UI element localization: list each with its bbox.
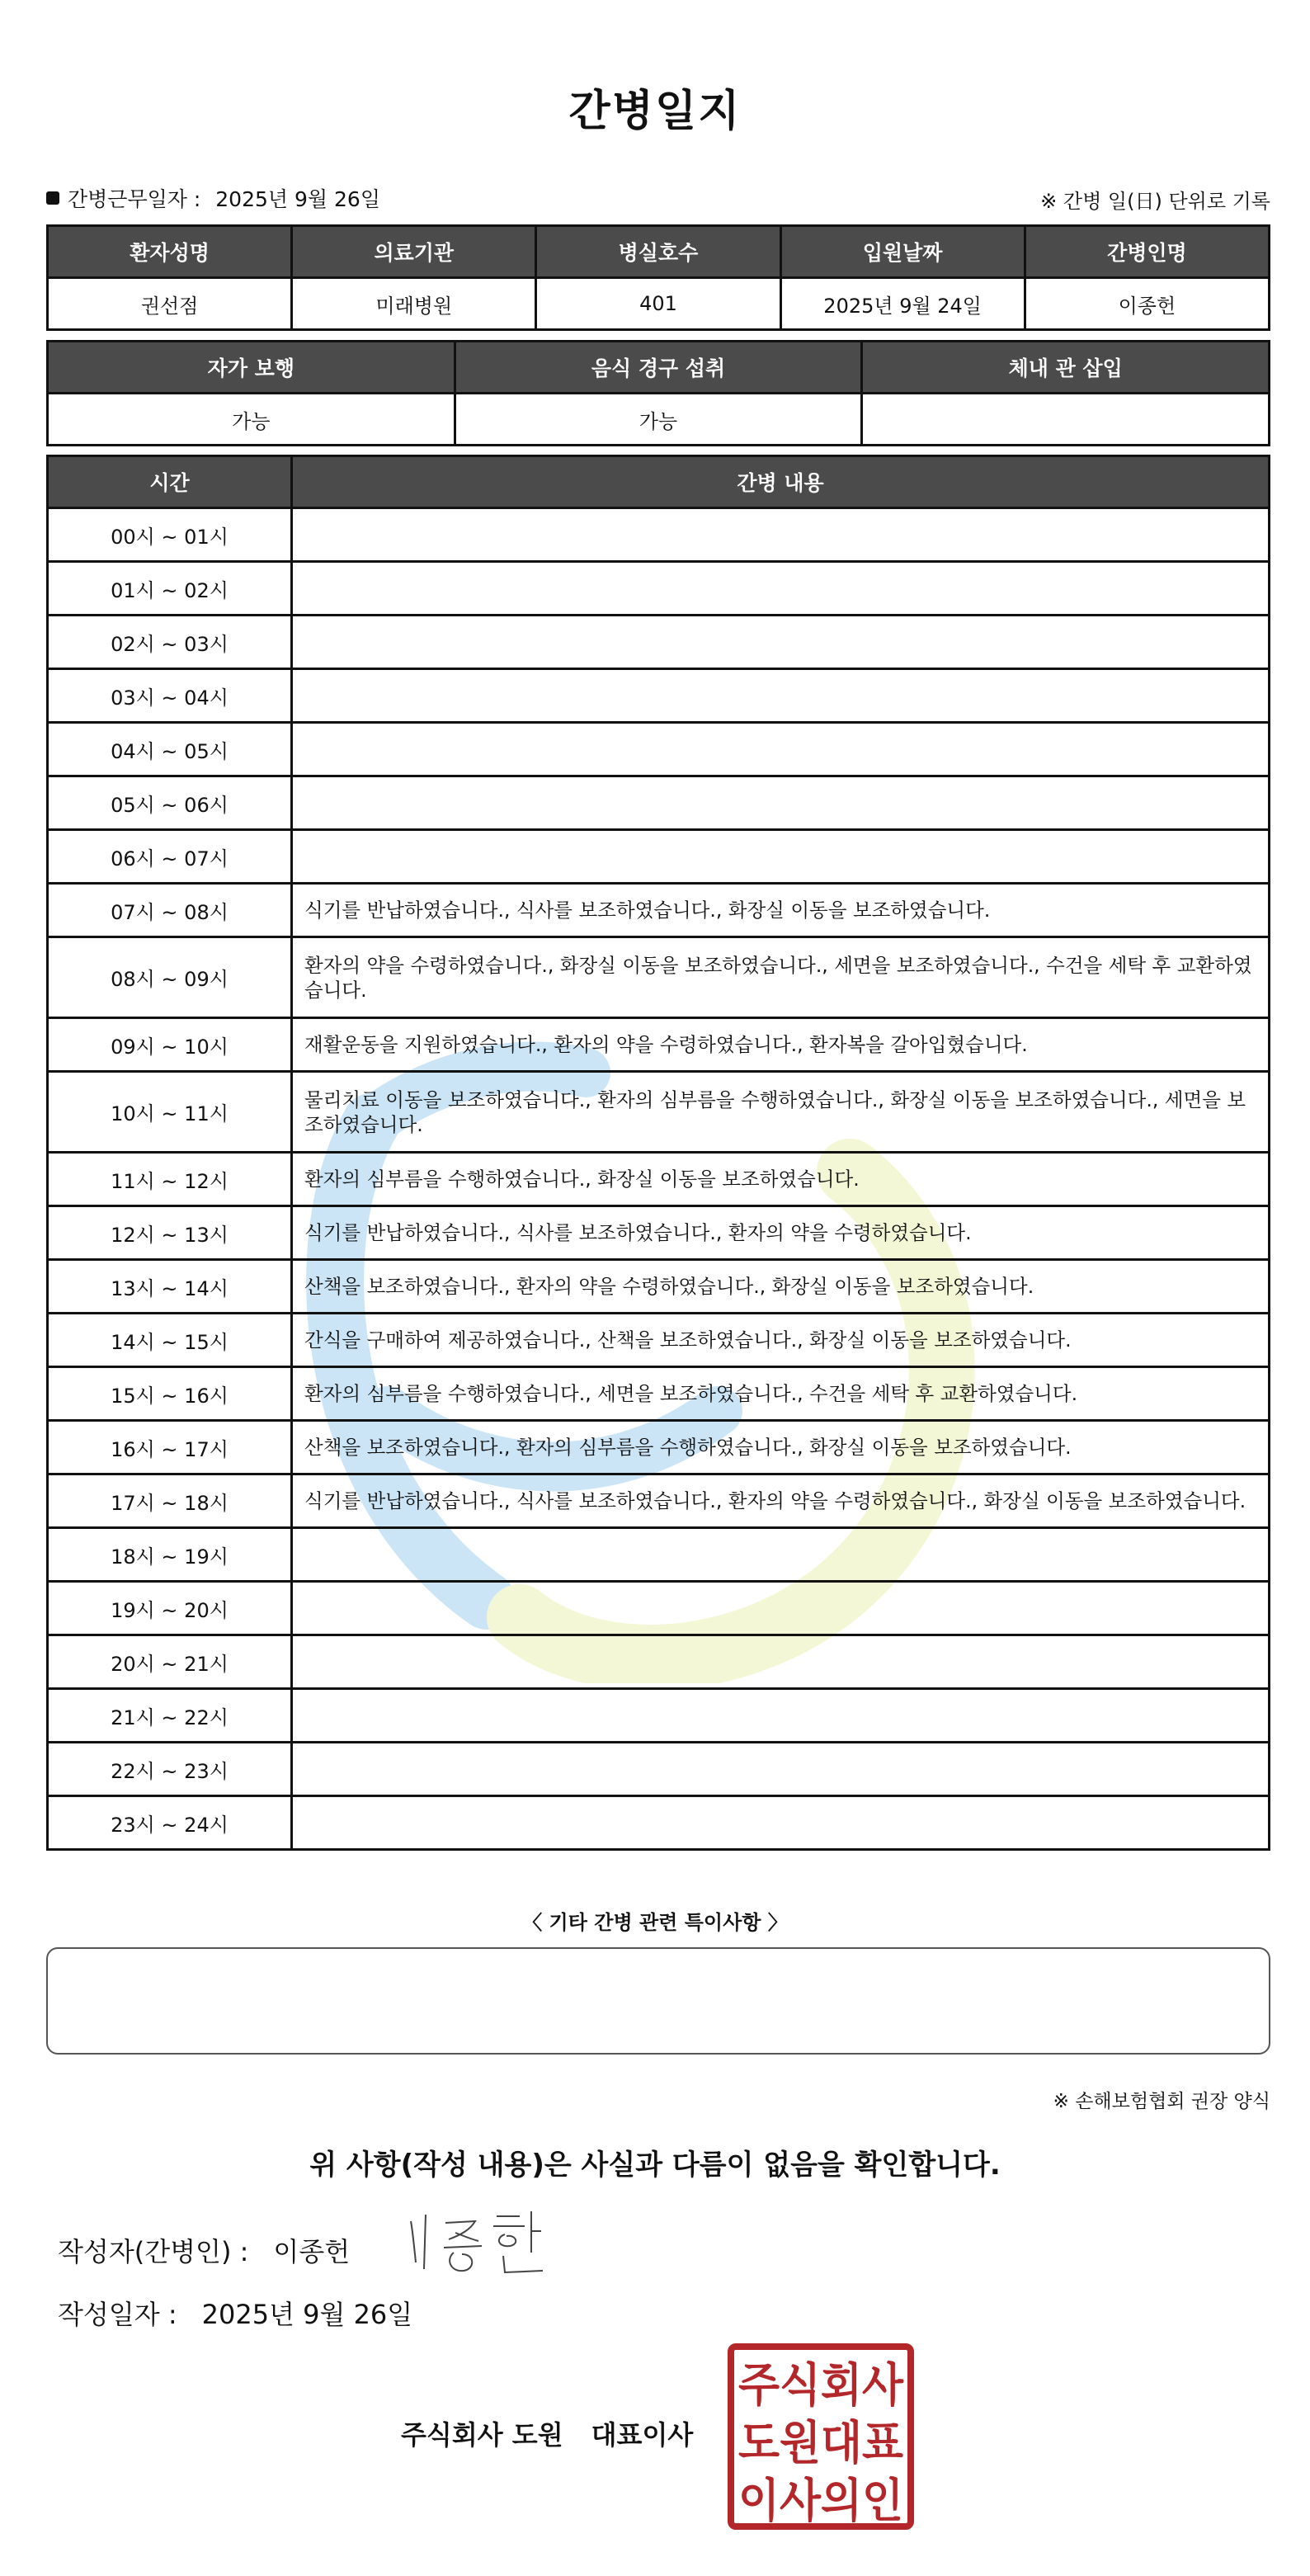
header-time: 시간 [48,456,292,508]
time-cell: 07시 ~ 08시 [48,884,292,937]
recommend-note: ※ 손해보험협회 권장 양식 [1053,2091,1270,2112]
table-row [48,1206,1270,1260]
table-row [48,508,1270,562]
header-tube: 체내 관 삽입 [862,342,1270,394]
time-cell: 09시 ~ 10시 [48,1018,292,1072]
time-cell: 21시 ~ 22시 [48,1689,292,1743]
table-row [48,1018,1270,1072]
time-cell: 11시 ~ 12시 [48,1153,292,1206]
patient-status-table [46,340,1270,446]
company-seal [728,2343,914,2530]
handwritten-signature [396,2205,553,2279]
care-content-cell: 식기를 반납하였습니다., 식사를 보조하였습니다., 환자의 약을 수령하였습니다. [292,1206,1270,1260]
value-room: 401 [536,278,780,330]
confirm-statement: 위 사항(작성 내용)은 사실과 다름이 없음을 확인합니다. [309,2149,1001,2182]
table-row [48,1689,1270,1743]
table-row [48,1421,1270,1474]
bullet-icon [46,191,59,205]
value-oral-intake: 가능 [455,394,862,446]
time-cell: 20시 ~ 21시 [48,1635,292,1689]
value-caregiver: 이종헌 [1025,278,1269,330]
patient-info-table [46,224,1270,331]
value-patient-name: 권선점 [48,278,292,330]
time-cell: 19시 ~ 20시 [48,1582,292,1635]
time-cell: 14시 ~ 15시 [48,1314,292,1367]
header-walking: 자가 보행 [48,342,455,394]
care-content-cell [292,1743,1270,1796]
document-title: 간병일지 [568,87,742,136]
table-row [48,937,1270,1018]
care-content-cell [292,669,1270,723]
time-cell: 00시 ~ 01시 [48,508,292,562]
table-row [48,562,1270,616]
header-patient-name: 환자성명 [48,226,292,278]
table-row [48,1072,1270,1153]
seal-line-3: 이사의인 [738,2475,903,2528]
header-room: 병실호수 [536,226,780,278]
care-content-cell: 식기를 반납하였습니다., 식사를 보조하였습니다., 환자의 약을 수령하였습니다., 화장실 이동을 보조하였습니다. [292,1474,1270,1528]
care-content-cell: 환자의 심부름을 수행하였습니다., 화장실 이동을 보조하였습니다. [292,1153,1270,1206]
time-cell: 04시 ~ 05시 [48,723,292,776]
time-cell: 13시 ~ 14시 [48,1260,292,1314]
table-row [48,723,1270,776]
time-cell: 03시 ~ 04시 [48,669,292,723]
header-care-content: 간병 내용 [292,456,1270,508]
table-row [48,884,1270,937]
seal-line-1: 주식회사 [738,2359,904,2413]
care-content-cell [292,1796,1270,1850]
time-cell: 16시 ~ 17시 [48,1421,292,1474]
written-date-line [58,2294,412,2332]
time-cell: 01시 ~ 02시 [48,562,292,616]
table-row [48,1528,1270,1582]
care-content-cell [292,1635,1270,1689]
care-content-cell [292,562,1270,616]
notes-box [46,1947,1270,2055]
table-row [48,1635,1270,1689]
care-content-cell: 재활운동을 지원하였습니다., 환자의 약을 수령하였습니다., 환자복을 갈아입혔습니다. [292,1018,1270,1072]
table-row [48,1743,1270,1796]
time-cell: 17시 ~ 18시 [48,1474,292,1528]
table-row [48,616,1270,669]
care-content-cell: 산책을 보조하였습니다., 환자의 심부름을 수행하였습니다., 화장실 이동을 보조하였습니다. [292,1421,1270,1474]
table-row [48,1582,1270,1635]
table-row [48,1153,1270,1206]
time-cell: 02시 ~ 03시 [48,616,292,669]
time-cell: 23시 ~ 24시 [48,1796,292,1850]
time-cell: 05시 ~ 06시 [48,776,292,830]
time-cell: 22시 ~ 23시 [48,1743,292,1796]
seal-line-2: 도원대표 [738,2417,903,2470]
header-caregiver: 간병인명 [1025,226,1269,278]
writer-label: 작성자(간병인) : [58,2236,249,2267]
table-row [48,776,1270,830]
header-oral-intake: 음식 경구 섭취 [455,342,862,394]
care-content-cell [292,723,1270,776]
writer-name: 이종헌 [273,2236,351,2267]
care-content-cell: 물리치료 이동을 보조하였습니다., 환자의 심부름을 수행하였습니다., 화장실 이동을 보조하였습니다., 세면을 보조하였습니다. [292,1072,1270,1153]
work-date-label: 간병근무일자 : [68,187,201,211]
value-hospital: 미래병원 [292,278,536,330]
writer-line [58,2231,350,2269]
written-date-label: 작성일자 : [58,2299,177,2330]
care-content-cell: 식기를 반납하였습니다., 식사를 보조하였습니다., 화장실 이동을 보조하였습니다. [292,884,1270,937]
care-content-cell [292,776,1270,830]
table-row [48,1260,1270,1314]
table-row [48,1796,1270,1850]
care-content-cell: 산책을 보조하였습니다., 환자의 약을 수령하였습니다., 화장실 이동을 보조하였습니다. [292,1260,1270,1314]
written-date-value: 2025년 9월 26일 [201,2299,413,2330]
care-content-cell: 간식을 구매하여 제공하였습니다., 산책을 보조하였습니다., 화장실 이동을 보조하였습니다. [292,1314,1270,1367]
record-note: ※ 간병 일(日) 단위로 기록 [1040,190,1270,213]
work-date-value: 2025년 9월 26일 [215,187,380,211]
table-row [48,1474,1270,1528]
time-cell: 10시 ~ 11시 [48,1072,292,1153]
care-log-table [46,455,1270,1851]
value-admission-date: 2025년 9월 24일 [780,278,1025,330]
company-line [401,2414,693,2452]
header-hospital: 의료기관 [292,226,536,278]
care-content-cell: 환자의 약을 수령하였습니다., 화장실 이동을 보조하였습니다., 세면을 보조하였습니다., 수건을 세탁 후 교환하였습니다. [292,937,1270,1018]
time-cell: 12시 ~ 13시 [48,1206,292,1260]
table-row [48,669,1270,723]
care-content-cell [292,1689,1270,1743]
table-row [48,830,1270,884]
care-content-cell [292,508,1270,562]
care-content-cell: 환자의 심부름을 수행하였습니다., 세면을 보조하였습니다., 수건을 세탁 후 교환하였습니다. [292,1367,1270,1421]
table-row [48,1367,1270,1421]
time-cell: 15시 ~ 16시 [48,1367,292,1421]
notes-title: 〈 기타 간병 관련 특이사항 〉 [522,1911,788,1934]
care-content-cell [292,830,1270,884]
company-name: 주식회사 도원 [401,2419,563,2451]
care-content-cell [292,1582,1270,1635]
header-admission-date: 입원날짜 [780,226,1025,278]
time-cell: 08시 ~ 09시 [48,937,292,1018]
work-date-line [46,183,380,213]
time-cell: 18시 ~ 19시 [48,1528,292,1582]
care-content-cell [292,1528,1270,1582]
company-title: 대표이사 [591,2419,694,2451]
value-walking: 가능 [48,394,455,446]
time-cell: 06시 ~ 07시 [48,830,292,884]
value-tube [862,394,1270,446]
table-row [48,1314,1270,1367]
care-content-cell [292,616,1270,669]
